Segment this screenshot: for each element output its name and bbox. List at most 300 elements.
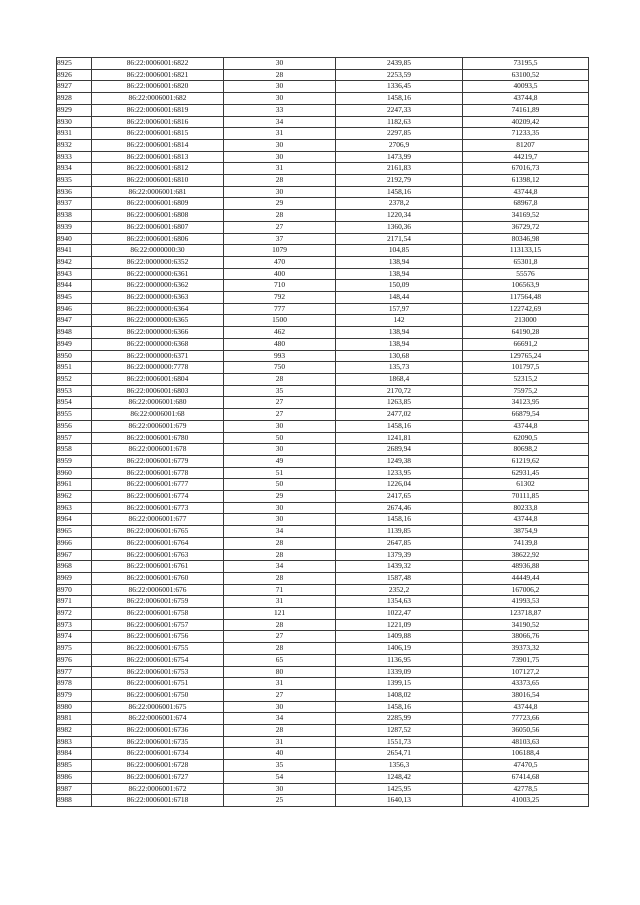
area-cell: 30 <box>224 444 336 456</box>
unit-value-cell: 1439,32 <box>336 561 463 573</box>
unit-value-cell: 150,09 <box>336 280 463 292</box>
cadastral-number-cell: 86:22:0006001:6758 <box>92 608 224 620</box>
table-row <box>57 69 589 81</box>
table-row <box>57 596 589 608</box>
cadastral-number-cell: 86:22:0006001:682 <box>92 93 224 105</box>
table-row <box>57 643 589 655</box>
table-row <box>57 327 589 339</box>
cadastral-value-cell: 122742,69 <box>463 303 589 315</box>
area-cell: 30 <box>224 58 336 70</box>
cadastral-value-cell: 43744,8 <box>463 93 589 105</box>
table-row <box>57 631 589 643</box>
cadastral-number-cell: 86:22:0000000:6362 <box>92 280 224 292</box>
area-cell: 28 <box>224 175 336 187</box>
row-number-cell: 8981 <box>57 713 92 725</box>
row-number-cell: 8969 <box>57 572 92 584</box>
table-row <box>57 397 589 409</box>
area-cell: 29 <box>224 491 336 503</box>
table-row <box>57 701 589 713</box>
table-row <box>57 725 589 737</box>
row-number-cell: 8958 <box>57 444 92 456</box>
cadastral-value-cell: 113133,15 <box>463 245 589 257</box>
unit-value-cell: 1182,63 <box>336 116 463 128</box>
cadastral-number-cell: 86:22:0006001:679 <box>92 420 224 432</box>
area-cell: 28 <box>224 210 336 222</box>
row-number-cell: 8961 <box>57 479 92 491</box>
table-row <box>57 760 589 772</box>
table-row <box>57 221 589 233</box>
cadastral-value-cell: 129765,24 <box>463 350 589 362</box>
cadastral-value-cell: 75975,2 <box>463 385 589 397</box>
row-number-cell: 8988 <box>57 795 92 807</box>
cadastral-value-cell: 39373,32 <box>463 643 589 655</box>
unit-value-cell: 1458,16 <box>336 701 463 713</box>
cadastral-value-cell: 67016,73 <box>463 163 589 175</box>
table-row <box>57 771 589 783</box>
table-row <box>57 186 589 198</box>
table-row <box>57 139 589 151</box>
unit-value-cell: 2171,54 <box>336 233 463 245</box>
row-number-cell: 8974 <box>57 631 92 643</box>
area-cell: 40 <box>224 748 336 760</box>
table-row <box>57 104 589 116</box>
cadastral-value-cell: 34123,95 <box>463 397 589 409</box>
cadastral-value-cell: 48936,88 <box>463 561 589 573</box>
cadastral-number-cell: 86:22:0006001:680 <box>92 397 224 409</box>
cadastral-value-cell: 48103,63 <box>463 736 589 748</box>
table-body <box>57 58 589 807</box>
unit-value-cell: 1263,85 <box>336 397 463 409</box>
unit-value-cell: 1241,81 <box>336 432 463 444</box>
unit-value-cell: 138,94 <box>336 268 463 280</box>
row-number-cell: 8941 <box>57 245 92 257</box>
unit-value-cell: 1360,36 <box>336 221 463 233</box>
row-number-cell: 8987 <box>57 783 92 795</box>
table-row <box>57 210 589 222</box>
cadastral-value-cell: 80698,2 <box>463 444 589 456</box>
table-row <box>57 736 589 748</box>
row-number-cell: 8975 <box>57 643 92 655</box>
cadastral-number-cell: 86:22:0006001:6727 <box>92 771 224 783</box>
table-row <box>57 467 589 479</box>
table-row <box>57 198 589 210</box>
unit-value-cell: 1408,02 <box>336 689 463 701</box>
cadastral-value-cell: 66691,2 <box>463 338 589 350</box>
table-row <box>57 514 589 526</box>
row-number-cell: 8947 <box>57 315 92 327</box>
area-cell: 50 <box>224 432 336 444</box>
cadastral-number-cell: 86:22:0006001:675 <box>92 701 224 713</box>
cadastral-number-cell: 86:22:0006001:6821 <box>92 69 224 81</box>
area-cell: 30 <box>224 186 336 198</box>
table-row <box>57 58 589 70</box>
cadastral-value-cell: 107127,2 <box>463 666 589 678</box>
cadastral-number-cell: 86:22:0006001:6820 <box>92 81 224 93</box>
area-cell: 34 <box>224 561 336 573</box>
unit-value-cell: 1458,16 <box>336 93 463 105</box>
area-cell: 30 <box>224 701 336 713</box>
unit-value-cell: 2247,33 <box>336 104 463 116</box>
area-cell: 27 <box>224 631 336 643</box>
cadastral-number-cell: 86:22:0006001:6757 <box>92 619 224 631</box>
unit-value-cell: 1379,39 <box>336 549 463 561</box>
cadastral-number-cell: 86:22:0006001:6755 <box>92 643 224 655</box>
cadastral-value-cell: 38754,9 <box>463 526 589 538</box>
cadastral-number-cell: 86:22:0006001:6763 <box>92 549 224 561</box>
cadastral-number-cell: 86:22:0000000:6368 <box>92 338 224 350</box>
area-cell: 28 <box>224 619 336 631</box>
cadastral-number-cell: 86:22:0006001:6819 <box>92 104 224 116</box>
cadastral-value-cell: 67414,68 <box>463 771 589 783</box>
row-number-cell: 8931 <box>57 128 92 140</box>
cadastral-number-cell: 86:22:0006001:6759 <box>92 596 224 608</box>
cadastral-value-cell: 64190,28 <box>463 327 589 339</box>
area-cell: 28 <box>224 643 336 655</box>
row-number-cell: 8929 <box>57 104 92 116</box>
cadastral-value-cell: 36729,72 <box>463 221 589 233</box>
table-row <box>57 151 589 163</box>
cadastral-number-cell: 86:22:0006001:6728 <box>92 760 224 772</box>
row-number-cell: 8948 <box>57 327 92 339</box>
cadastral-number-cell: 86:22:0000000:6361 <box>92 268 224 280</box>
cadastral-number-cell: 86:22:0006001:6753 <box>92 666 224 678</box>
unit-value-cell: 1139,85 <box>336 526 463 538</box>
area-cell: 750 <box>224 362 336 374</box>
cadastral-value-cell: 65301,8 <box>463 256 589 268</box>
row-number-cell: 8938 <box>57 210 92 222</box>
cadastral-value-cell: 73901,75 <box>463 654 589 666</box>
table-row <box>57 245 589 257</box>
cadastral-value-cell: 77723,66 <box>463 713 589 725</box>
cadastral-value-cell: 38066,76 <box>463 631 589 643</box>
cadastral-value-cell: 36050,56 <box>463 725 589 737</box>
area-cell: 30 <box>224 151 336 163</box>
table-row <box>57 280 589 292</box>
table-row <box>57 175 589 187</box>
table-row <box>57 666 589 678</box>
cadastral-value-cell: 101797,5 <box>463 362 589 374</box>
cadastral-number-cell: 86:22:0006001:6750 <box>92 689 224 701</box>
cadastral-value-cell: 106188,4 <box>463 748 589 760</box>
cadastral-number-cell: 86:22:0006001:6778 <box>92 467 224 479</box>
unit-value-cell: 1406,19 <box>336 643 463 655</box>
area-cell: 30 <box>224 502 336 514</box>
unit-value-cell: 138,94 <box>336 327 463 339</box>
row-number-cell: 8944 <box>57 280 92 292</box>
table-row <box>57 362 589 374</box>
area-cell: 34 <box>224 713 336 725</box>
row-number-cell: 8973 <box>57 619 92 631</box>
table-row <box>57 116 589 128</box>
cadastral-value-cell: 70111,85 <box>463 491 589 503</box>
table-row <box>57 783 589 795</box>
table-row <box>57 584 589 596</box>
cadastral-value-cell: 74161,89 <box>463 104 589 116</box>
cadastral-number-cell: 86:22:0006001:6777 <box>92 479 224 491</box>
cadastral-number-cell: 86:22:0006001:681 <box>92 186 224 198</box>
cadastral-number-cell: 86:22:0000000:6364 <box>92 303 224 315</box>
row-number-cell: 8936 <box>57 186 92 198</box>
row-number-cell: 8926 <box>57 69 92 81</box>
unit-value-cell: 1249,38 <box>336 455 463 467</box>
table-row <box>57 502 589 514</box>
unit-value-cell: 2674,46 <box>336 502 463 514</box>
table-row <box>57 292 589 304</box>
cadastral-value-cell: 41993,53 <box>463 596 589 608</box>
area-cell: 35 <box>224 760 336 772</box>
unit-value-cell: 2689,94 <box>336 444 463 456</box>
area-cell: 34 <box>224 116 336 128</box>
area-cell: 470 <box>224 256 336 268</box>
unit-value-cell: 1356,3 <box>336 760 463 772</box>
area-cell: 28 <box>224 549 336 561</box>
unit-value-cell: 138,94 <box>336 338 463 350</box>
row-number-cell: 8943 <box>57 268 92 280</box>
cadastral-number-cell: 86:22:0000000:6352 <box>92 256 224 268</box>
cadastral-value-cell: 47470,5 <box>463 760 589 772</box>
area-cell: 30 <box>224 93 336 105</box>
cadastral-value-cell: 43744,8 <box>463 420 589 432</box>
table-row <box>57 128 589 140</box>
cadastral-value-cell: 61398,12 <box>463 175 589 187</box>
area-cell: 1500 <box>224 315 336 327</box>
area-cell: 28 <box>224 373 336 385</box>
unit-value-cell: 2285,99 <box>336 713 463 725</box>
row-number-cell: 8954 <box>57 397 92 409</box>
table-row <box>57 561 589 573</box>
cadastral-number-cell: 86:22:0006001:6774 <box>92 491 224 503</box>
cadastral-value-cell: 43373,65 <box>463 678 589 690</box>
table-row <box>57 748 589 760</box>
unit-value-cell: 1868,4 <box>336 373 463 385</box>
cadastral-value-cell: 74139,8 <box>463 537 589 549</box>
cadastral-number-cell: 86:22:0006001:6773 <box>92 502 224 514</box>
table-row <box>57 689 589 701</box>
row-number-cell: 8949 <box>57 338 92 350</box>
table-row <box>57 350 589 362</box>
row-number-cell: 8932 <box>57 139 92 151</box>
unit-value-cell: 130,68 <box>336 350 463 362</box>
table-row <box>57 303 589 315</box>
area-cell: 28 <box>224 69 336 81</box>
area-cell: 28 <box>224 537 336 549</box>
cadastral-number-cell: 86:22:0006001:6810 <box>92 175 224 187</box>
table-row <box>57 526 589 538</box>
area-cell: 29 <box>224 198 336 210</box>
cadastral-value-cell: 34190,52 <box>463 619 589 631</box>
table-row <box>57 479 589 491</box>
area-cell: 28 <box>224 572 336 584</box>
area-cell: 27 <box>224 689 336 701</box>
cadastral-value-cell: 68967,8 <box>463 198 589 210</box>
row-number-cell: 8965 <box>57 526 92 538</box>
unit-value-cell: 1336,45 <box>336 81 463 93</box>
row-number-cell: 8934 <box>57 163 92 175</box>
area-cell: 792 <box>224 292 336 304</box>
cadastral-number-cell: 86:22:0006001:6806 <box>92 233 224 245</box>
row-number-cell: 8986 <box>57 771 92 783</box>
table-row <box>57 608 589 620</box>
area-cell: 51 <box>224 467 336 479</box>
row-number-cell: 8927 <box>57 81 92 93</box>
unit-value-cell: 1136,95 <box>336 654 463 666</box>
area-cell: 37 <box>224 233 336 245</box>
unit-value-cell: 1226,04 <box>336 479 463 491</box>
cadastral-number-cell: 86:22:0006001:6761 <box>92 561 224 573</box>
row-number-cell: 8925 <box>57 58 92 70</box>
row-number-cell: 8978 <box>57 678 92 690</box>
table-row <box>57 678 589 690</box>
table-row <box>57 81 589 93</box>
cadastral-number-cell: 86:22:0006001:6718 <box>92 795 224 807</box>
cadastral-value-cell: 43744,8 <box>463 186 589 198</box>
area-cell: 31 <box>224 678 336 690</box>
area-cell: 35 <box>224 385 336 397</box>
cadastral-number-cell: 86:22:0006001:6804 <box>92 373 224 385</box>
area-cell: 31 <box>224 596 336 608</box>
cadastral-value-cell: 167006,2 <box>463 584 589 596</box>
cadastral-value-cell: 42778,5 <box>463 783 589 795</box>
cadastral-number-cell: 86:22:0006001:6813 <box>92 151 224 163</box>
area-cell: 30 <box>224 514 336 526</box>
cadastral-value-cell: 43744,8 <box>463 514 589 526</box>
cadastral-value-cell: 63100,52 <box>463 69 589 81</box>
unit-value-cell: 1248,42 <box>336 771 463 783</box>
row-number-cell: 8980 <box>57 701 92 713</box>
cadastral-number-cell: 86:22:0006001:6736 <box>92 725 224 737</box>
row-number-cell: 8939 <box>57 221 92 233</box>
cadastral-value-cell: 80233,8 <box>463 502 589 514</box>
row-number-cell: 8940 <box>57 233 92 245</box>
row-number-cell: 8968 <box>57 561 92 573</box>
unit-value-cell: 157,97 <box>336 303 463 315</box>
cadastral-value-cell: 38622,92 <box>463 549 589 561</box>
cadastral-number-cell: 86:22:0006001:6807 <box>92 221 224 233</box>
row-number-cell: 8976 <box>57 654 92 666</box>
area-cell: 27 <box>224 397 336 409</box>
cadastral-value-cell: 73195,5 <box>463 58 589 70</box>
cadastral-value-cell: 106563,9 <box>463 280 589 292</box>
area-cell: 777 <box>224 303 336 315</box>
cadastral-value-cell: 62090,5 <box>463 432 589 444</box>
unit-value-cell: 135,73 <box>336 362 463 374</box>
unit-value-cell: 138,94 <box>336 256 463 268</box>
row-number-cell: 8959 <box>57 455 92 467</box>
unit-value-cell: 2706,9 <box>336 139 463 151</box>
cadastral-number-cell: 86:22:0000000:6366 <box>92 327 224 339</box>
cadastral-number-cell: 86:22:0006001:676 <box>92 584 224 596</box>
area-cell: 31 <box>224 163 336 175</box>
cadastral-number-cell: 86:22:0006001:6760 <box>92 572 224 584</box>
unit-value-cell: 1022,47 <box>336 608 463 620</box>
row-number-cell: 8937 <box>57 198 92 210</box>
cadastral-value-cell: 66879,54 <box>463 409 589 421</box>
unit-value-cell: 2477,02 <box>336 409 463 421</box>
area-cell: 993 <box>224 350 336 362</box>
cadastral-value-cell: 52315,2 <box>463 373 589 385</box>
row-number-cell: 8942 <box>57 256 92 268</box>
area-cell: 1079 <box>224 245 336 257</box>
area-cell: 31 <box>224 736 336 748</box>
unit-value-cell: 2192,79 <box>336 175 463 187</box>
row-number-cell: 8966 <box>57 537 92 549</box>
row-number-cell: 8970 <box>57 584 92 596</box>
cadastral-value-cell: 44449,44 <box>463 572 589 584</box>
row-number-cell: 8977 <box>57 666 92 678</box>
cadastral-number-cell: 86:22:0006001:6779 <box>92 455 224 467</box>
unit-value-cell: 104,85 <box>336 245 463 257</box>
cadastral-number-cell: 86:22:0006001:6756 <box>92 631 224 643</box>
unit-value-cell: 1221,09 <box>336 619 463 631</box>
table-row <box>57 385 589 397</box>
cadastral-number-cell: 86:22:0006001:677 <box>92 514 224 526</box>
cadastral-number-cell: 86:22:0006001:6803 <box>92 385 224 397</box>
cadastral-value-cell: 34169,52 <box>463 210 589 222</box>
unit-value-cell: 1458,16 <box>336 514 463 526</box>
row-number-cell: 8945 <box>57 292 92 304</box>
cadastral-number-cell: 86:22:0006001:6808 <box>92 210 224 222</box>
table-row <box>57 795 589 807</box>
table-row <box>57 409 589 421</box>
row-number-cell: 8952 <box>57 373 92 385</box>
cadastral-value-cell: 55576 <box>463 268 589 280</box>
area-cell: 27 <box>224 409 336 421</box>
row-number-cell: 8933 <box>57 151 92 163</box>
row-number-cell: 8957 <box>57 432 92 444</box>
cadastral-number-cell: 86:22:0006001:6735 <box>92 736 224 748</box>
area-cell: 710 <box>224 280 336 292</box>
cadastral-number-cell: 86:22:0000000:30 <box>92 245 224 257</box>
area-cell: 400 <box>224 268 336 280</box>
row-number-cell: 8963 <box>57 502 92 514</box>
cadastral-number-cell: 86:22:0006001:6751 <box>92 678 224 690</box>
row-number-cell: 8983 <box>57 736 92 748</box>
table-row <box>57 444 589 456</box>
row-number-cell: 8960 <box>57 467 92 479</box>
area-cell: 30 <box>224 420 336 432</box>
unit-value-cell: 2417,65 <box>336 491 463 503</box>
cadastral-number-cell: 86:22:0006001:678 <box>92 444 224 456</box>
unit-value-cell: 1587,48 <box>336 572 463 584</box>
area-cell: 71 <box>224 584 336 596</box>
cadastral-number-cell: 86:22:0000000:6363 <box>92 292 224 304</box>
cadastral-value-cell: 213000 <box>463 315 589 327</box>
row-number-cell: 8985 <box>57 760 92 772</box>
unit-value-cell: 1458,16 <box>336 186 463 198</box>
table-row <box>57 315 589 327</box>
table-row <box>57 549 589 561</box>
area-cell: 33 <box>224 104 336 116</box>
table-row <box>57 537 589 549</box>
cadastral-number-cell: 86:22:0006001:6734 <box>92 748 224 760</box>
table-row <box>57 420 589 432</box>
row-number-cell: 8928 <box>57 93 92 105</box>
cadastral-number-cell: 86:22:0006001:6809 <box>92 198 224 210</box>
area-cell: 31 <box>224 128 336 140</box>
area-cell: 65 <box>224 654 336 666</box>
row-number-cell: 8930 <box>57 116 92 128</box>
cadastral-value-cell: 61219,62 <box>463 455 589 467</box>
unit-value-cell: 2647,85 <box>336 537 463 549</box>
unit-value-cell: 1640,13 <box>336 795 463 807</box>
area-cell: 121 <box>224 608 336 620</box>
area-cell: 50 <box>224 479 336 491</box>
table-row <box>57 163 589 175</box>
area-cell: 30 <box>224 139 336 151</box>
cadastral-number-cell: 86:22:0000000:6365 <box>92 315 224 327</box>
area-cell: 54 <box>224 771 336 783</box>
cadastral-number-cell: 86:22:0006001:6814 <box>92 139 224 151</box>
